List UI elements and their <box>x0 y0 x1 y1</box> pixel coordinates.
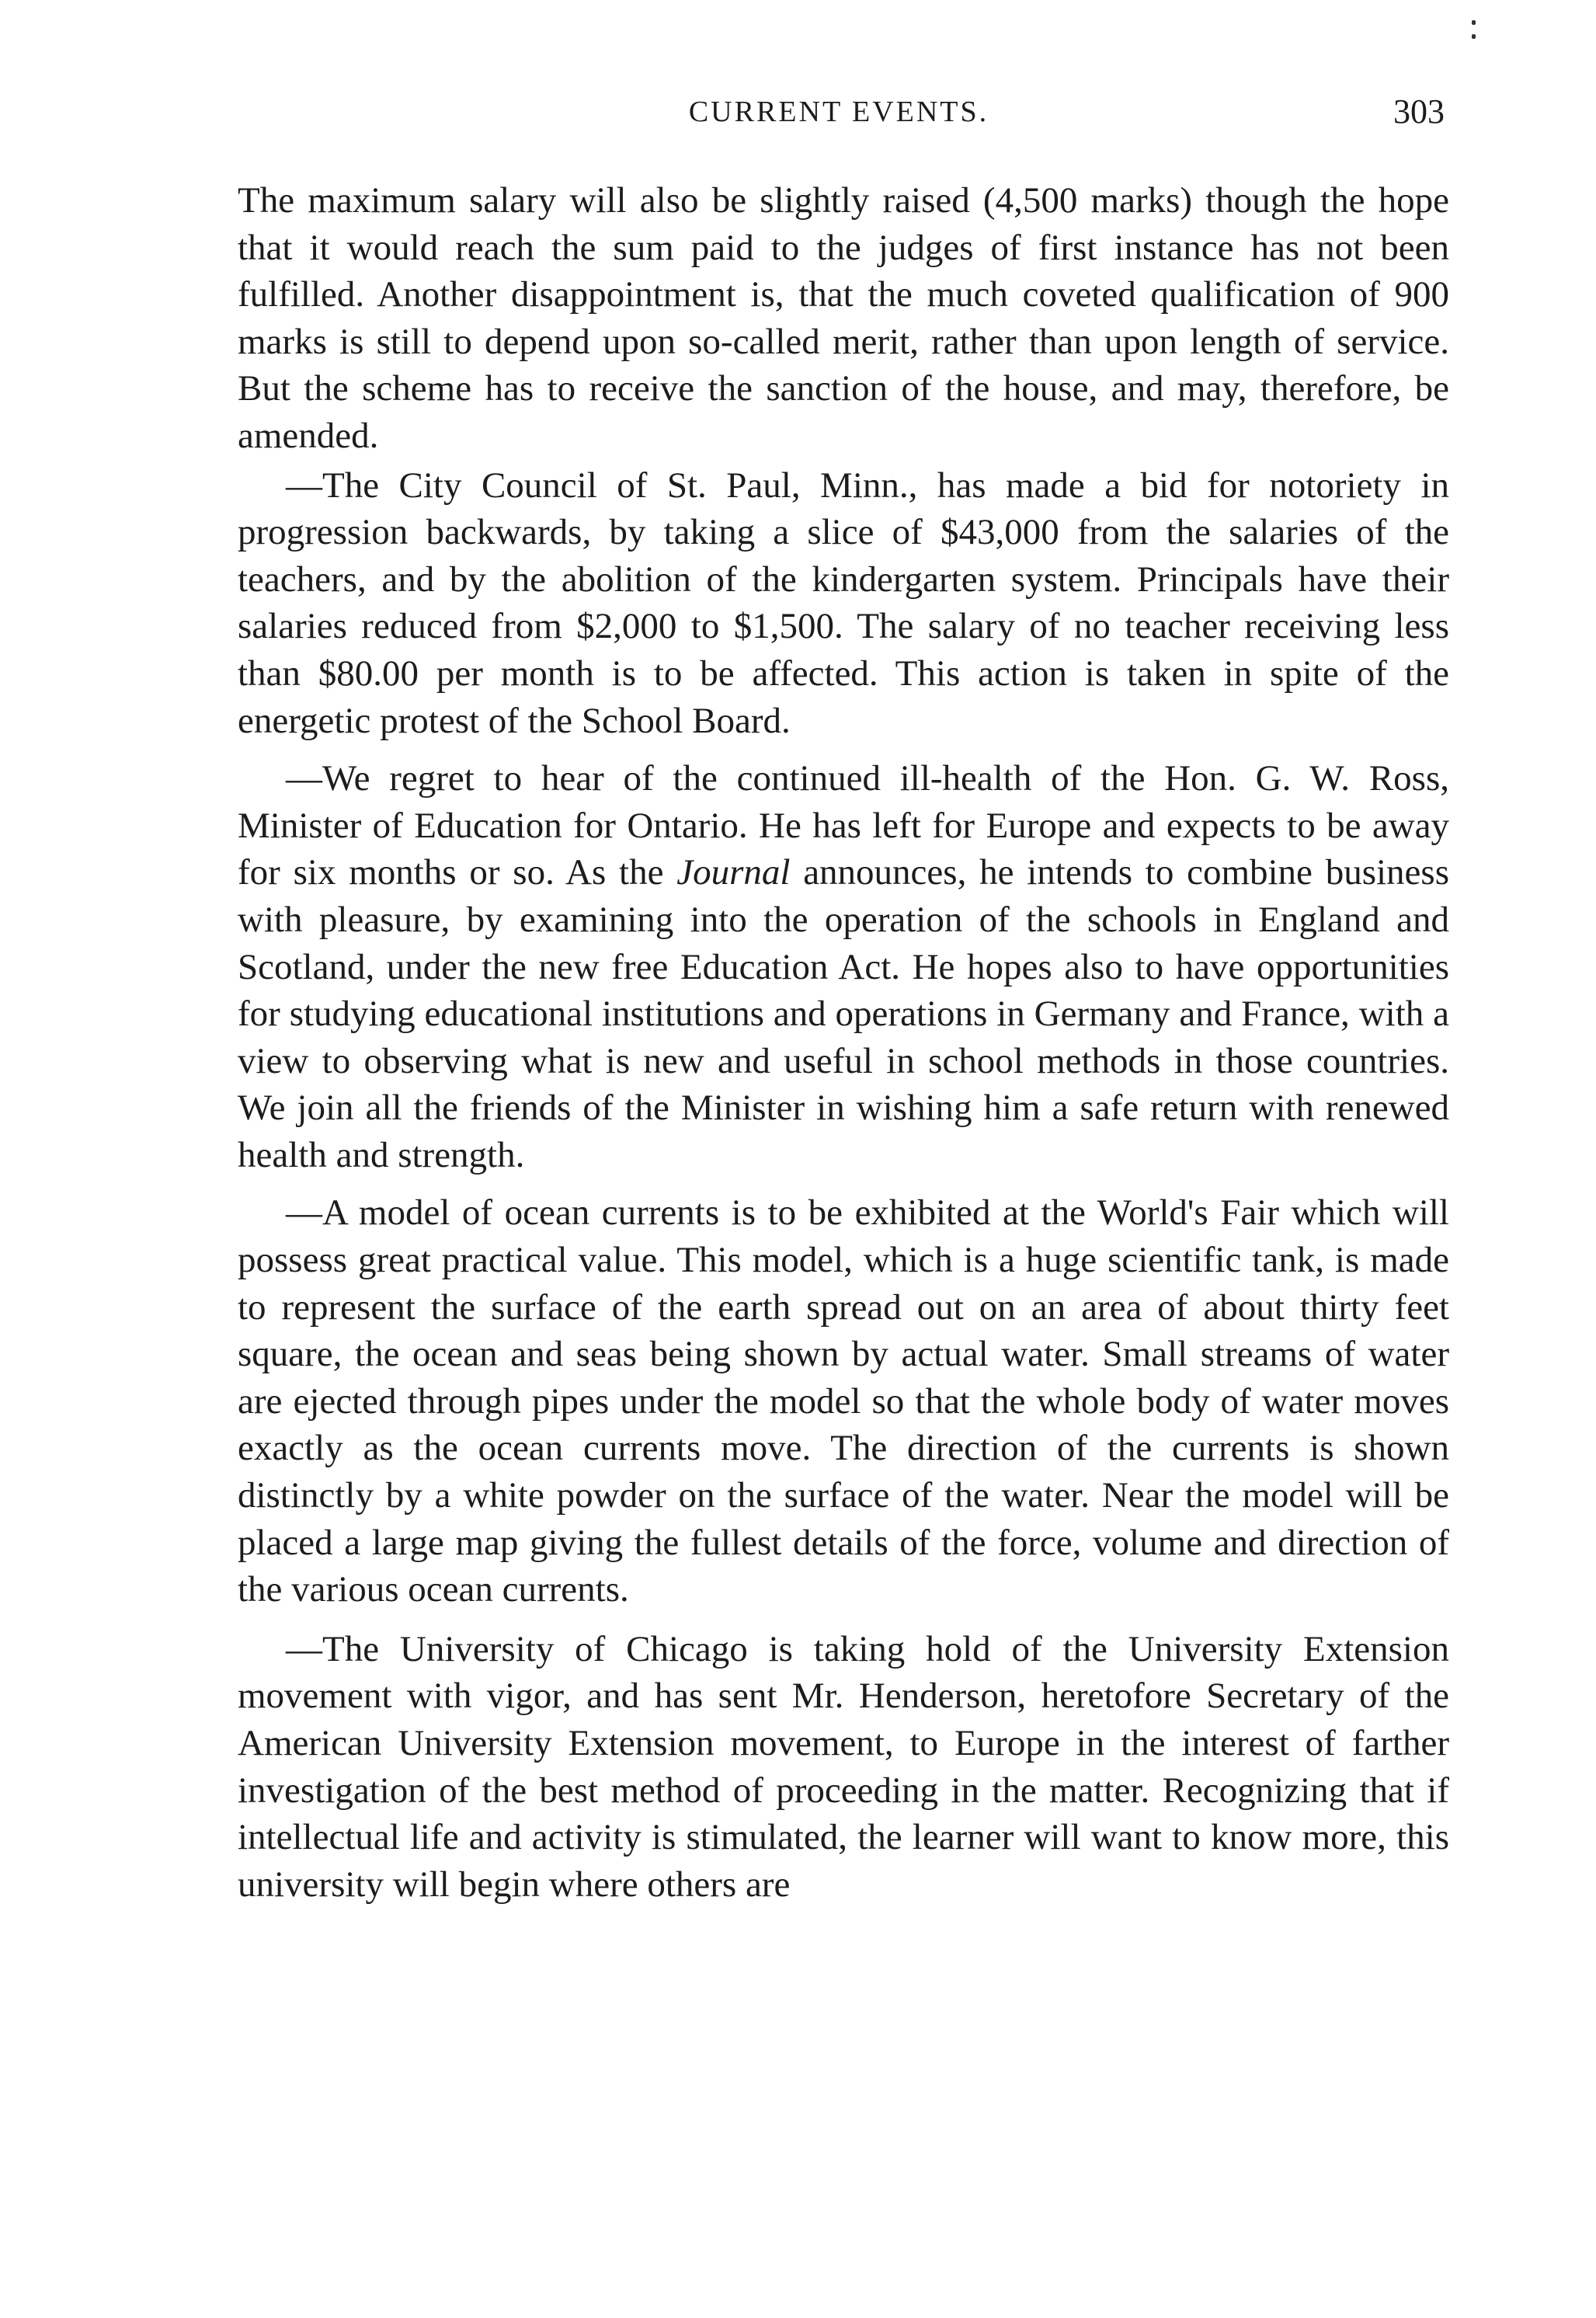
journal-title: Journal <box>676 852 791 893</box>
paragraph-salary-scheme: The maximum salary will also be slightly raised (4,500 marks) though the hope that it would reach the sum paid to the judges of first instance has not been fulfilled. Another disappointment is, that the much coveted qualification of 900 marks is still to depend upon so-called merit, rather than upon length of service. But the scheme has to receive the sanction of the house, and may, therefore, be amended. <box>238 180 1449 456</box>
running-title: CURRENT EVENTS. <box>688 96 989 128</box>
paragraph-ocean-currents-model: —A model of ocean currents is to be exhibited at the World's Fair which will possess great practical value. This model, which is a huge scientific tank, is made to represent the surface of the earth spread out on an area of about thirty feet square, the ocean and seas being shown by actual water. Small streams of water are ejected through pipes under the model so that the whole body of water moves exactly as the ocean currents move. The direction of the currents is shown distinctly by a white powder on the surface of the water. Near the model will be placed a large map giving the fullest details of the force, volume and direction of the various ocean currents. <box>238 1192 1449 1610</box>
running-head <box>233 92 1445 138</box>
paragraph-university-of-chicago: —The University of Chicago is taking hold of the University Extension movement with vigor, and has sent Mr. Henderson, heretofore Secretary of the American University Extension movement, to Europe in the interest of farther investigation of the best method of proceeding in the matter. Recognizing that if intellectual life and activity is stimulated, the learner will want to know more, this university will begin where others are <box>238 1628 1449 1905</box>
paragraph-st-paul-council: —The City Council of St. Paul, Minn., has made a bid for notoriety in progression backwards, by taking a slice of $43,000 from the salaries of the teachers, and by the abolition of the kindergarten system. Principals have their salaries reduced from $2,000 to $1,500. The salary of no teacher receiving less than $80.00 per month is to be affected. This action is taken in spite of the energetic protest of the School Board. <box>238 465 1449 741</box>
paragraph-minister-ross <box>238 754 1449 1178</box>
paragraph-text: —We regret to hear of the continued ill-health of the Hon. G. W. Ross, Minister of Education for Ontario. He has left for Europe and expects to be away for six months or so. As the <box>238 758 1449 893</box>
article-body <box>238 177 1449 1908</box>
paragraph-text: announces, he intends to combine business with pleasure, by examining into the operation of the schools in England and Scotland, under the new free Education Act. He hopes also to have opportunities for studying educational institutions and operations in Germany and France, with a view to observing what is new and useful in school methods in those countries. We join all the friends of the Minister in wishing him a safe return with renewed health and strength. <box>238 852 1449 1175</box>
page-number: 303 <box>1393 92 1445 131</box>
page-edge-mark <box>1469 17 1477 44</box>
